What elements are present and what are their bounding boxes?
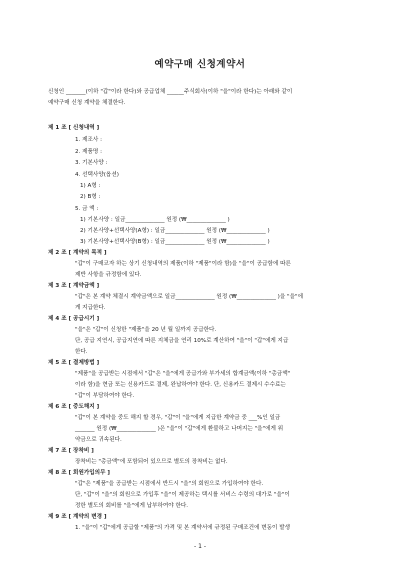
article-heading: 제 6 조 [ 중도해지 ]: [48, 404, 100, 410]
article-line: 정한 별도의 회비를 "을"에게 납부하여야 한다.: [75, 503, 189, 509]
article-line: "제품"을 공급받는 시점에서 "갑"은 "을"에게 공급가와 부가세의 합계금액(이하 "총금액": [75, 371, 291, 377]
article-item: 4. 선택사양(옵션): [75, 172, 119, 178]
article-item: 1) A형 :: [80, 183, 101, 189]
article-heading: 제 5 조 [ 결제방법 ]: [48, 360, 100, 366]
article-item: 2. 제품명 :: [75, 149, 102, 155]
article-item: 3) 기본사양+선택사양(B형) : 일금______________ 원정 (₩______________ ): [80, 239, 270, 245]
article-line: 약금으로 귀속된다.: [75, 437, 122, 443]
article-line: 한다.: [75, 349, 88, 355]
intro-line: 신청인 _______(이하 "갑"이라 한다)와 공급업체 ______주식회사(이하 "을"이라 한다)는 아래와 같이: [48, 89, 293, 95]
article-line: 게 지급한다.: [75, 305, 106, 311]
article-line: "갑"은 본 계약 체결시 계약금액으로 일금______________ 원정 (₩______________ )을 "을"에: [75, 294, 303, 300]
article-heading: 제 8 조 [ 회원가입의무 ]: [48, 470, 110, 476]
article-item: 5. 금 액 :: [75, 206, 99, 212]
article-line: 단, "갑"이 "을"의 회원으로 가입후 "을"이 제공하는 택시를 서비스 수령의 대가로 "을"이: [75, 492, 290, 498]
article-line: "갑"이 본 계약을 중도 해지 할 경우, "갑"이 "을"에게 지급한 계약금 중 ___%인 일금: [75, 415, 281, 421]
page-number: - 1 -: [194, 543, 206, 550]
article-heading: 제 1 조 [ 신청내역 ]: [48, 125, 100, 131]
article-line: 장착비는 "총금액"에 포함되어 있으므로 별도의 장착비는 없다.: [75, 459, 228, 465]
article-line: "갑"이 부담하여야 한다.: [75, 393, 135, 399]
article-line: "갑"은 "제품"을 공급받는 시점에서 반드시 "을"의 회원으로 가입하여야 한다.: [75, 481, 264, 487]
article-item: 2) B형 :: [80, 194, 101, 200]
article-heading: 제 2 조 [ 계약의 목적 ]: [48, 250, 107, 256]
article-line: 제반 사항을 규정함에 있다.: [75, 272, 142, 278]
intro-line: 예약구매 신청 계약을 체결한다.: [48, 100, 126, 106]
article-line: "갑"이 구매코자 하는 상기 신청내역의 제품(이하 "제품"이라 함)을 "을"이 공급함에 따른: [75, 261, 291, 267]
article-item: 3. 기본사양 :: [75, 160, 108, 166]
page-title: 예약구매 신청계약서: [154, 59, 246, 70]
article-line: _______ 원정 (₩______________ )은 "을"이 "갑"에게 환불하고 나머지는 "을"에게 위: [75, 426, 284, 432]
article-line: 1. "을"이 "갑"에게 공급할 "제품"의 가격 및 본 계약서에 규정된 구매조건에 변동이 발생: [75, 525, 291, 531]
article-item: 1. 제조사 :: [75, 137, 102, 143]
article-line: 이라 함)을 현금 또는 신용카드로 결제, 완납하여야 한다. 단, 신용카드 결제시 수수료는: [75, 382, 286, 388]
article-item: 2) 기본사양+선택사양(A형) : 일금______________ 원정 (₩______________ ): [80, 228, 270, 234]
article-line: "을"은 "갑"이 신청한 "제품"을 20 년 월 일까지 공급한다.: [75, 327, 217, 333]
article-heading: 제 7 조 [ 장착비 ]: [48, 448, 94, 454]
article-heading: 제 9 조 [ 계약의 변경 ]: [48, 514, 107, 520]
article-line: 단, 공급 지연시, 공급지연에 따른 지체금을 연리 10%로 계산하여 "을"이 "갑"에게 지급: [75, 338, 289, 344]
article-item: 1) 기본사양 : 일금______________ 원정 (₩______________ ): [80, 217, 230, 223]
article-heading: 제 3 조 [ 계약금액 ]: [48, 283, 100, 289]
article-heading: 제 4 조 [ 공급시기 ]: [48, 316, 100, 322]
